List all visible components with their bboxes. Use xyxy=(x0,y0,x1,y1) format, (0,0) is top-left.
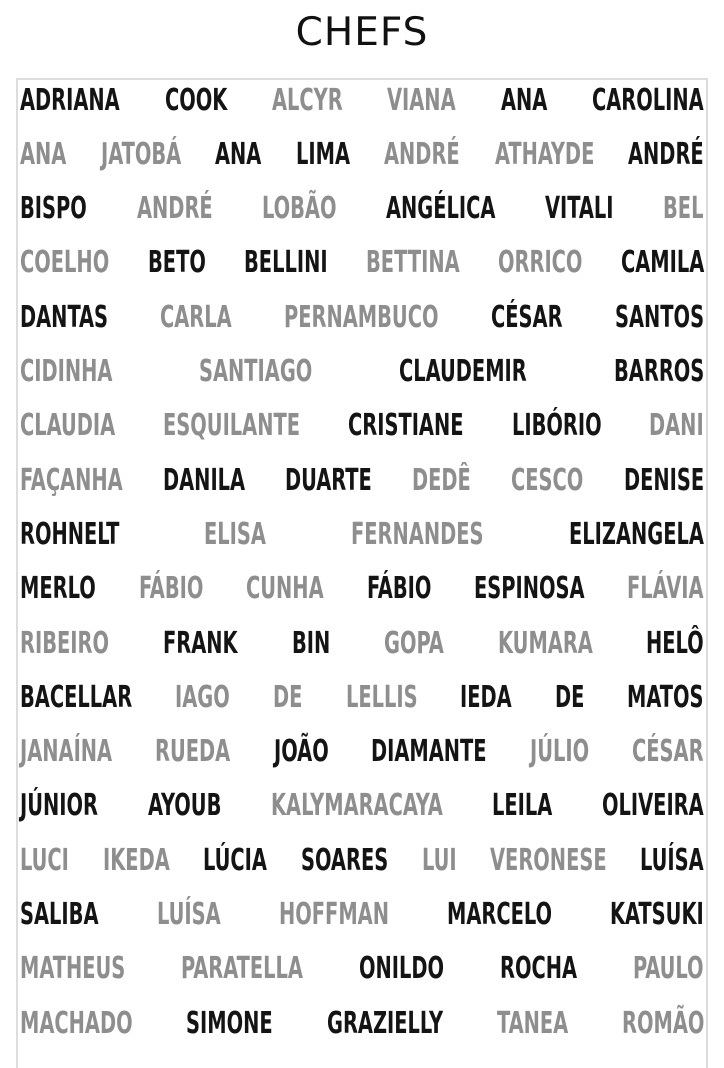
name-word: DEDÊ xyxy=(412,462,472,498)
name-word: ANA xyxy=(20,136,67,172)
name-word: DANTAS xyxy=(20,299,109,335)
name-word: SALIBA xyxy=(20,897,99,932)
name-word: SANTIAGO xyxy=(199,354,313,389)
name-word: JANAÍNA xyxy=(20,734,113,770)
name-word: FLÁVIA xyxy=(627,571,704,607)
name-word: CUNHA xyxy=(246,571,324,607)
name-word: COELHO xyxy=(20,245,110,281)
name-line xyxy=(20,350,704,394)
name-word: ANA xyxy=(215,136,262,172)
name-word: CAROLINA xyxy=(592,82,704,118)
name-line xyxy=(20,1001,704,1045)
name-word: ADRIANA xyxy=(20,82,120,118)
name-word: CIDINHA xyxy=(20,354,113,389)
name-word: BETO xyxy=(147,245,206,281)
name-word: ANDRÉ xyxy=(136,191,213,227)
name-word: ROCHA xyxy=(500,951,578,987)
name-word: SANTOS xyxy=(614,299,704,335)
name-word: HOFFMAN xyxy=(278,897,389,932)
name-word: FÁBIO xyxy=(138,571,204,607)
name-line xyxy=(20,295,704,339)
name-word: JÚNIOR xyxy=(20,788,98,824)
name-word: ANDRÉ xyxy=(384,136,461,172)
name-word: LUCI xyxy=(20,842,69,878)
name-word: ELISA xyxy=(204,516,267,552)
name-word: LUÍSA xyxy=(156,897,221,932)
name-word: DANILA xyxy=(162,462,246,498)
name-word: ANA xyxy=(501,82,548,118)
name-line xyxy=(20,893,704,937)
name-line xyxy=(20,458,704,502)
name-word: VIANA xyxy=(387,82,457,118)
name-word: JATOBÁ xyxy=(100,136,181,172)
name-word: BEL xyxy=(663,191,704,227)
name-line xyxy=(20,730,704,774)
name-word: RIBEIRO xyxy=(20,625,109,661)
name-word: KATSUKI xyxy=(610,897,704,932)
name-word: TANEA xyxy=(496,1005,568,1041)
name-word: ATHAYDE xyxy=(494,136,594,172)
name-word: MERLO xyxy=(20,571,96,607)
name-word: LOBÃO xyxy=(261,191,337,227)
name-word: PAULO xyxy=(633,951,705,987)
name-line xyxy=(20,947,704,991)
name-word: OLIVEIRA xyxy=(602,788,704,824)
name-word: CÉSAR xyxy=(491,299,563,335)
name-word: BETTINA xyxy=(365,245,460,281)
name-line xyxy=(20,675,704,719)
name-word: BARROS xyxy=(613,354,705,389)
name-word: BISPO xyxy=(20,191,87,227)
name-word: MATHEUS xyxy=(20,951,126,987)
name-word: CLAUDEMIR xyxy=(399,354,527,389)
name-word: BACELLAR xyxy=(20,679,133,715)
name-word: MATOS xyxy=(627,679,704,715)
name-line xyxy=(20,567,704,611)
name-word: SIMONE xyxy=(186,1005,274,1041)
name-word: CRISTIANE xyxy=(348,408,464,444)
name-word: COOK xyxy=(164,82,227,118)
name-word: JOÃO xyxy=(273,734,329,770)
name-word: BIN xyxy=(291,625,330,661)
name-word: GOPA xyxy=(383,625,444,661)
name-word: HELÔ xyxy=(646,625,705,661)
name-word: LUÍSA xyxy=(640,842,704,878)
name-word: IKEDA xyxy=(102,842,170,878)
name-word: VERONESE xyxy=(489,842,607,878)
name-word: AYOUB xyxy=(147,788,222,824)
name-word: LIBÓRIO xyxy=(511,408,602,444)
name-word: CLAUDIA xyxy=(20,408,116,444)
name-word: LÚCIA xyxy=(203,842,267,878)
name-word: FÁBIO xyxy=(366,571,431,607)
name-line xyxy=(20,838,704,882)
name-word: DUARTE xyxy=(285,462,373,498)
name-word: PARATELLA xyxy=(181,951,304,987)
name-word: LIMA xyxy=(296,136,351,172)
name-word: GRAZIELLY xyxy=(326,1005,443,1041)
name-word: ANGÉLICA xyxy=(386,191,496,227)
name-word: BELLINI xyxy=(243,245,328,281)
name-word: ALCYR xyxy=(271,82,343,118)
name-word: FERNANDES xyxy=(351,516,484,552)
name-word: DENISE xyxy=(623,462,705,498)
name-line xyxy=(20,78,704,122)
name-word: ONILDO xyxy=(359,951,445,987)
name-word: LUI xyxy=(421,842,457,878)
name-word: KALYMARACAYA xyxy=(270,788,443,824)
name-word: MARCELO xyxy=(446,897,552,932)
name-word: ROHNELT xyxy=(20,516,120,552)
name-word: ESPINOSA xyxy=(473,571,585,607)
name-word: ROMÃO xyxy=(621,1005,705,1041)
name-line xyxy=(20,187,704,231)
name-word: FRANK xyxy=(162,625,238,661)
name-word: VITALI xyxy=(545,191,614,227)
name-word: DIAMANTE xyxy=(371,734,488,770)
name-word: CÉSAR xyxy=(632,734,704,770)
name-word: LELLIS xyxy=(345,679,418,715)
name-word: CARLA xyxy=(160,299,233,335)
name-word: SOARES xyxy=(300,842,388,878)
name-line xyxy=(20,404,704,448)
name-word: RUEDA xyxy=(155,734,231,770)
name-word: MACHADO xyxy=(20,1005,133,1041)
name-word: CESCO xyxy=(511,462,584,498)
name-word: ORRICO xyxy=(497,245,583,281)
page-title: CHEFS xyxy=(295,10,429,55)
name-line xyxy=(20,512,704,556)
name-word: ANDRÉ xyxy=(628,136,704,172)
name-word: LEILA xyxy=(492,788,553,824)
name-word: IEDA xyxy=(460,679,512,715)
name-word: FAÇANHA xyxy=(20,462,123,498)
name-word: ELIZANGELA xyxy=(569,516,704,552)
name-line xyxy=(20,621,704,665)
name-word: DE xyxy=(273,679,303,715)
name-line xyxy=(20,132,704,176)
name-word: DE xyxy=(554,679,585,715)
name-line xyxy=(20,241,704,285)
name-word: KUMARA xyxy=(497,625,593,661)
name-word: JÚLIO xyxy=(530,734,590,770)
name-word: CAMILA xyxy=(620,245,704,281)
name-word: DANI xyxy=(649,408,705,444)
name-line xyxy=(20,784,704,828)
name-word: IAGO xyxy=(175,679,230,715)
name-word: PERNAMBUCO xyxy=(284,299,439,335)
name-word: ESQUILANTE xyxy=(163,408,301,444)
